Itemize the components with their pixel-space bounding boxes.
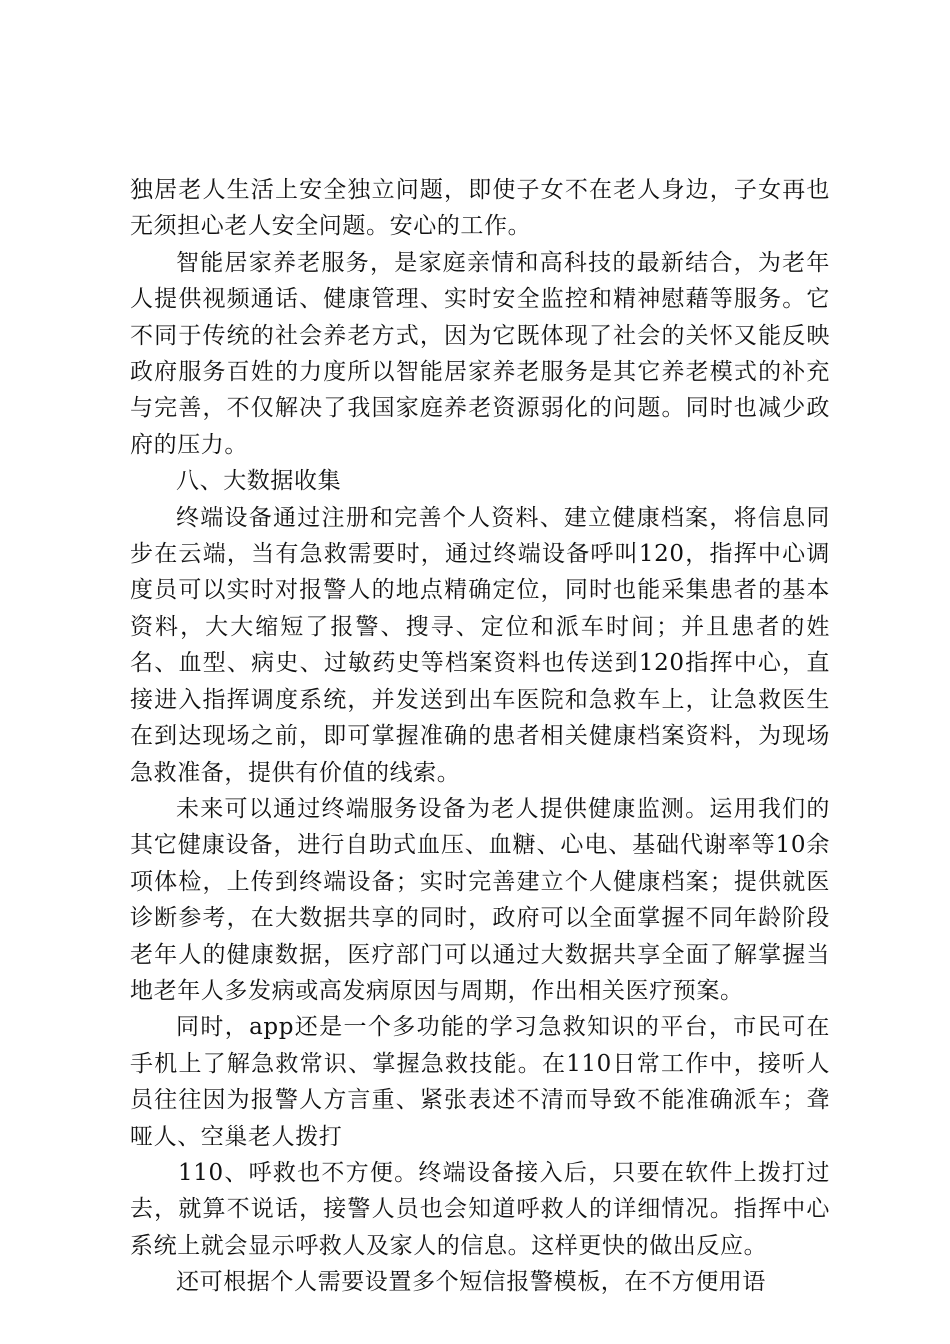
paragraph-3: 终端设备通过注册和完善个人资料、建立健康档案，将信息同步在云端，当有急救需要时，通过终端设备呼叫120，指挥中心调度员可以实时对报警人的地点精确定位，同时也能采集患者的基本资料，大大缩短了报警、搜寻、定位和派车时间；并且患者的姓名、血型、病史、过敏药史等档案资料也传送到120指挥中心，直接进入指挥调度系统，并发送到出车医院和急救车上，让急救医生在到达现场之前，即可掌握准确的患者相关健康档案资料，为现场急救准备，提供有价值的线索。 <box>130 504 830 786</box>
paragraph-1: 独居老人生活上安全独立问题，即使子女不在老人身边，子女再也无须担心老人安全问题。安心的工作。 <box>130 177 830 240</box>
paragraph-2: 智能居家养老服务，是家庭亲情和高科技的最新结合，为老年人提供视频通话、健康管理、实时安全监控和精神慰藉等服务。它不同于传统的社会养老方式，因为它既体现了社会的关怀又能反映政府服务百姓的力度所以智能居家养老服务是其它养老模式的补充与完善，不仅解决了我国家庭养老资源弱化的问题。同时也减少政府的压力。 <box>130 249 830 458</box>
paragraph-4: 未来可以通过终端服务设备为老人提供健康监测。运用我们的其它健康设备，进行自助式血压、血糖、心电、基础代谢率等10余项体检，上传到终端设备；实时完善建立个人健康档案；提供就医诊断参考，在大数据共享的同时，政府可以全面掌握不同年龄阶段老年人的健康数据，医疗部门可以通过大数据共享全面了解掌握当地老年人多发病或高发病原因与周期，作出相关医疗预案。 <box>130 795 830 1004</box>
section-heading: 八、大数据收集 <box>176 468 342 495</box>
paragraph-7: 还可根据个人需要设置多个短信报警模板，在不方便用语 <box>176 1269 766 1296</box>
paragraph-6: 110、呼救也不方便。终端设备接入后，只要在软件上拨打过去，就算不说话，接警人员也会知道呼救人的详细情况。指挥中心系统上就会显示呼救人及家人的信息。这样更快的做出反应。 <box>130 1159 830 1259</box>
paragraph-5: 同时，app还是一个多功能的学习急救知识的平台，市民可在手机上了解急救常识、掌握急救技能。在110日常工作中，接听人员往往因为报警人方言重、紧张表述不清而导致不能准确派车；聋哑人、空巢老人拨打 <box>130 1014 830 1150</box>
document-body <box>130 172 830 1301</box>
